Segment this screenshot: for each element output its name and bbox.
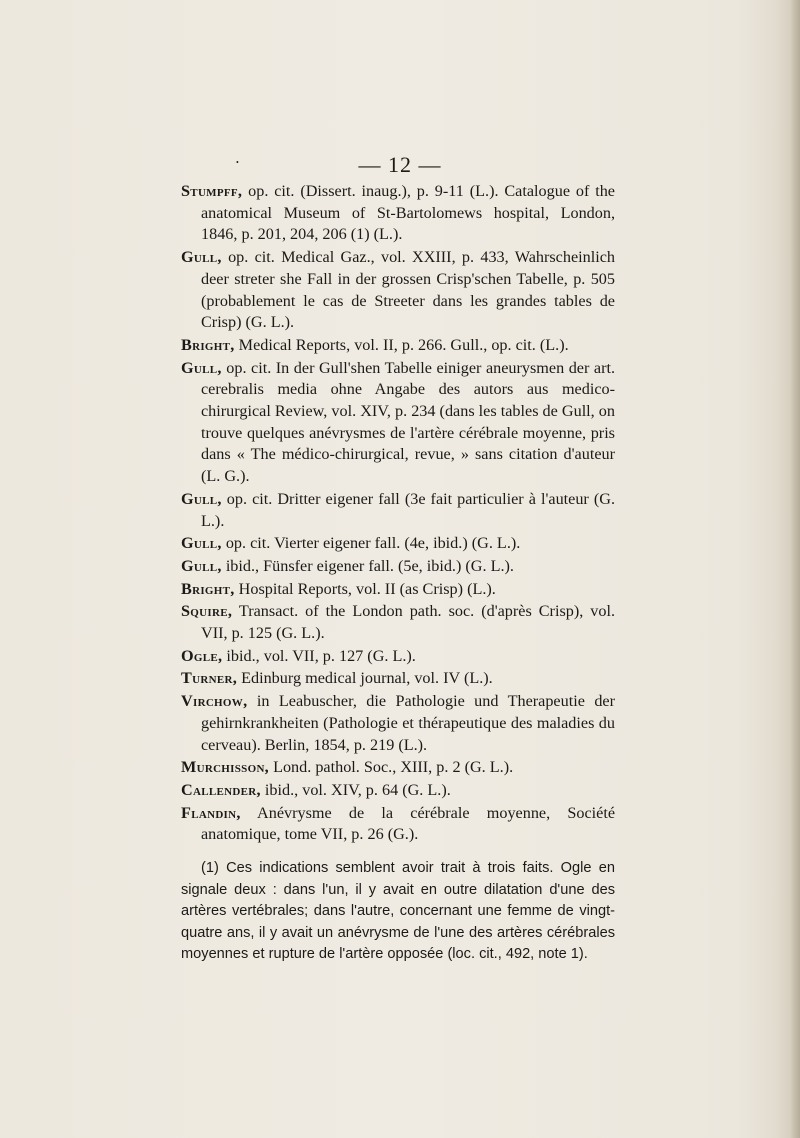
bibliography-entry — [181, 757, 615, 779]
bibliography-entry — [181, 556, 615, 578]
entry-author: Bright, — [181, 335, 235, 354]
entry-author: Virchow, — [181, 692, 248, 711]
entry-text: Lond. pathol. Soc., XIII, p. 2 (G. L.). — [269, 758, 514, 777]
entry-text: ibid., vol. XIV, p. 64 (G. L.). — [260, 780, 451, 799]
bibliography-entry — [181, 668, 615, 690]
bibliography-entry — [181, 489, 615, 532]
entry-text: Anévrysme de la cérébrale moyenne, Société anatomique, tome VII, p. 26 (G.). — [201, 803, 615, 844]
entry-text: Medical Reports, vol. II, p. 266. Gull., op. cit. (L.). — [234, 335, 569, 354]
entry-author: Gull, — [181, 248, 222, 267]
entry-text: Transact. of the London path. soc. (d'après Crisp), vol. VII, p. 125 (G. L.). — [201, 602, 615, 643]
entry-author: Gull, — [181, 556, 222, 575]
bibliography-entry — [181, 335, 615, 357]
entry-text: op. cit. In der Gull'shen Tabelle einiger aneurysmen der art. cerebralis media ohne Angabe des autors aus medico-chirurgical Review, vol. XIV, p. 234 (dans les tables de Gull, on trouve quelques anévrysmes de l'artère cérébrale moyenne, pris dans « The médico-chirurgical, revue, » sans citation d'auteur (L. G.). — [201, 358, 615, 486]
entry-author: Ogle, — [181, 646, 223, 665]
entry-text: op. cit. (Dissert. inaug.), p. 9-11 (L.). Catalogue of the anatomical Museum of St-Bartolomews hospital, London, 1846, p. 201, 204, 206 (1) (L.). — [201, 182, 615, 244]
entry-author: Stumpff, — [181, 182, 243, 200]
entry-text: op. cit. Medical Gaz., vol. XXIII, p. 433, Wahrscheinlich deer streter she Fall in der grossen Crisp'schen Tabelle, p. 505 (probablement le cas de Streeter dans les grandes tables de Crisp) (G. L.). — [201, 248, 615, 332]
bibliography-entry — [181, 601, 615, 644]
page-number: — 12 — — [358, 152, 442, 177]
bibliography-entry — [181, 533, 615, 555]
bibliography-entry — [181, 181, 615, 246]
entry-author: Gull, — [181, 358, 222, 377]
entry-author: Gull, — [181, 534, 222, 553]
entry-author: Murchisson, — [181, 758, 270, 777]
bibliography-entry — [181, 691, 615, 756]
entry-text: Edinburg medical journal, vol. IV (L.). — [237, 669, 493, 688]
bibliography-entry — [181, 358, 615, 488]
bibliography-entry — [181, 803, 615, 846]
bibliography-entry — [181, 247, 615, 334]
entry-author: Flandin, — [181, 803, 241, 822]
ink-speck: • — [236, 158, 239, 167]
entry-author: Bright, — [181, 579, 235, 598]
entry-text: op. cit. Dritter eigener fall (3e fait particulier à l'auteur (G. L.). — [201, 489, 615, 530]
bibliography-entry — [181, 646, 615, 668]
footnote: (1) Ces indications semblent avoir trait à trois faits. Ogle en signale deux : dans l'un, il y avait en outre dilatation d'une des artères vertébrales; dans l'autre, concernant une femme de vingt-quatre ans, il y avait un anévrysme de l'une des artères cérébrales moyennes et rupture de l'artère opposée (loc. cit., 492, note 1). — [181, 860, 615, 963]
entry-author: Turner, — [181, 669, 238, 688]
bibliography-list — [181, 181, 615, 980]
entry-text: ibid., vol. VII, p. 127 (G. L.). — [222, 646, 416, 665]
page-edge-shadow — [790, 0, 800, 1138]
entry-text: Hospital Reports, vol. II (as Crisp) (L.). — [234, 579, 496, 598]
entry-text: ibid., Fünsfer eigener fall. (5e, ibid.) (G. L.). — [221, 556, 514, 575]
entry-author: Callender, — [181, 780, 261, 799]
entry-text: op. cit. Vierter eigener fall. (4e, ibid.) (G. L.). — [221, 534, 521, 553]
entry-author: Squire, — [181, 602, 233, 621]
entry-author: Gull, — [181, 489, 222, 508]
bibliography-entry — [181, 780, 615, 802]
entry-text: in Leabuscher, die Pathologie und Therapeutie der gehirnkrankheiten (Pathologie et thérapeutique des maladies du cerveau). Berlin, 1854, p. 219 (L.). — [201, 692, 615, 754]
bibliography-entry — [181, 579, 615, 601]
